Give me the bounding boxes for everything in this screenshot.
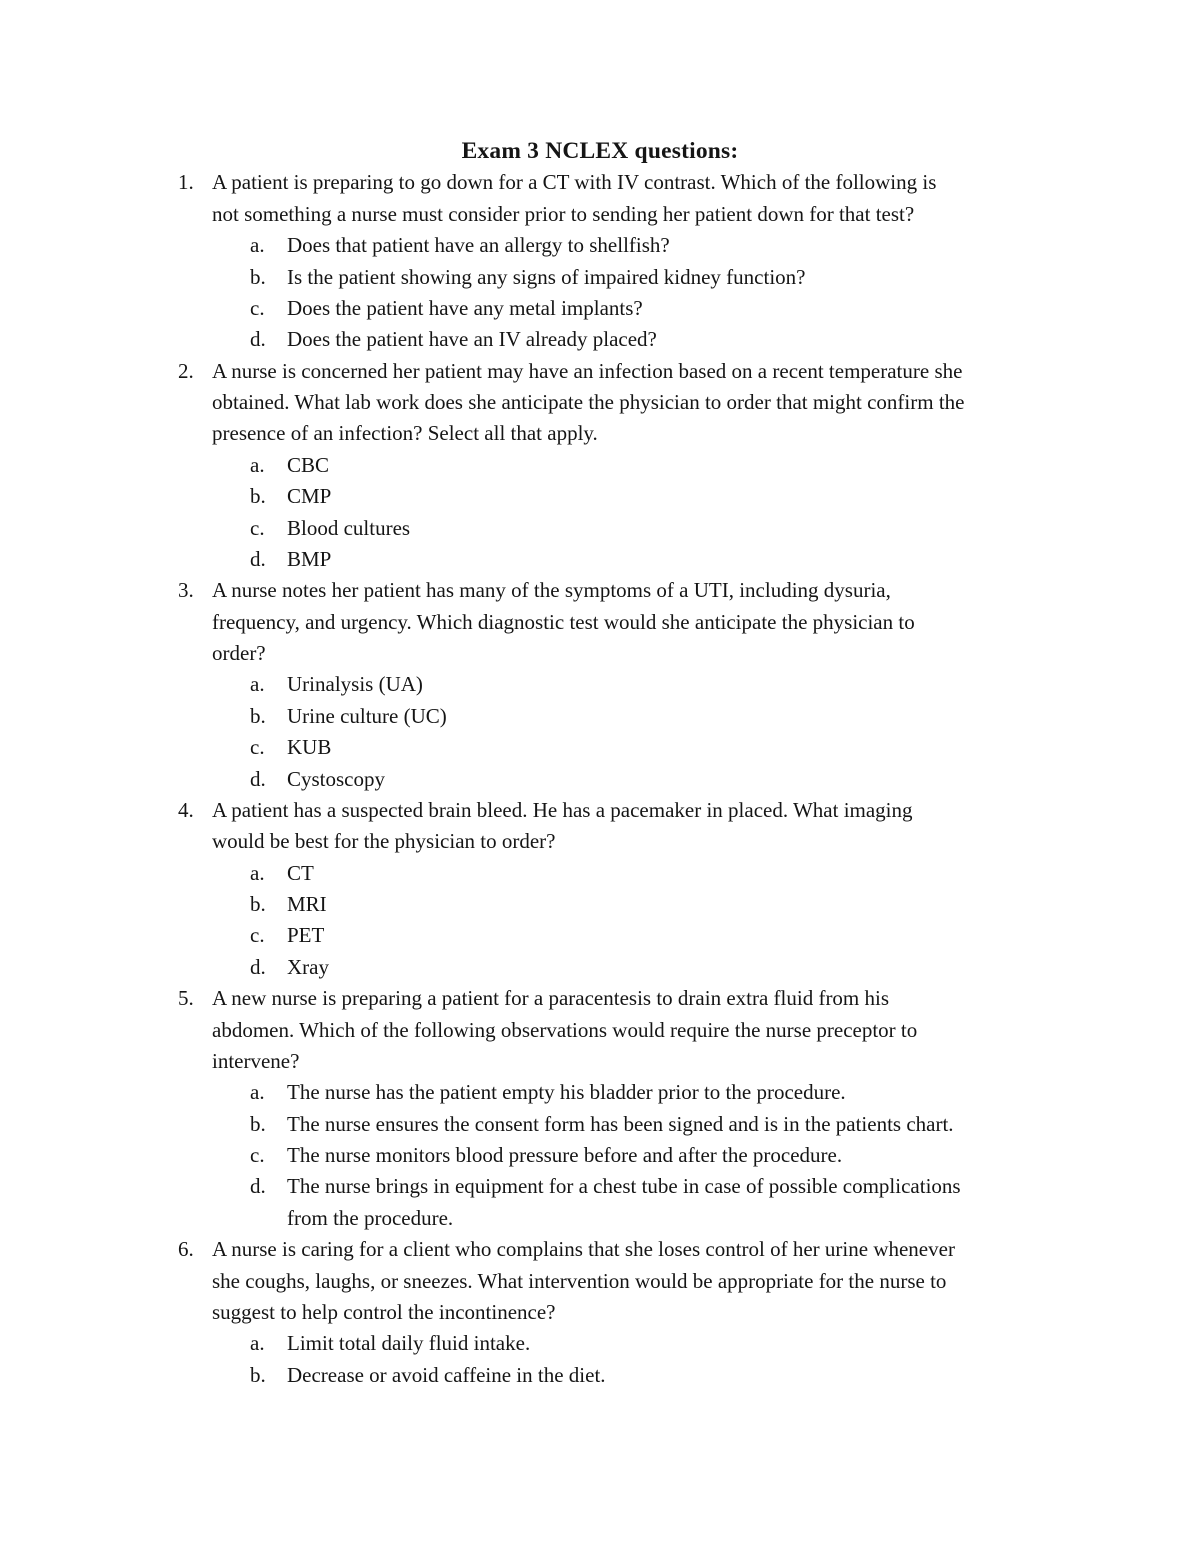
- option-item: [212, 858, 1059, 889]
- options-list: [212, 230, 1059, 356]
- option-letter: d.: [250, 766, 266, 791]
- option-letter: c.: [250, 295, 265, 320]
- question-line: abdomen. Which of the following observations would require the nurse preceptor to: [212, 1017, 918, 1042]
- option-line: Limit total daily fluid intake.: [287, 1331, 531, 1356]
- option-letter: d.: [250, 954, 266, 979]
- option-line: Decrease or avoid caffeine in the diet.: [287, 1362, 606, 1387]
- options-list: [212, 858, 1059, 984]
- options-list: [212, 1328, 1059, 1391]
- option-line: CBC: [287, 452, 330, 477]
- option-letter: c.: [250, 1143, 265, 1167]
- option-text: [287, 230, 1059, 261]
- option-line: The nurse brings in equipment for a chest tube in case of possible complications: [287, 1174, 961, 1199]
- option-text: [287, 1360, 1059, 1391]
- option-line: Xray: [287, 954, 329, 979]
- page-title: Exam 3 NCLEX questions:: [461, 138, 739, 164]
- question-line: A nurse notes her patient has many of the symptoms of a UTI, including dysuria,: [212, 578, 891, 603]
- option-item: [212, 1328, 1059, 1359]
- option-item: [212, 1171, 1059, 1234]
- option-letter: b.: [250, 484, 266, 509]
- questions-list: [141, 167, 1059, 1391]
- option-text: [287, 262, 1059, 293]
- option-line: The nurse monitors blood pressure before and after the procedure.: [287, 1143, 843, 1167]
- option-letter: b.: [250, 1111, 266, 1136]
- option-line: The nurse has the patient empty his bladder prior to the procedure.: [287, 1080, 846, 1105]
- options-list: [212, 1077, 1059, 1234]
- option-letter: a.: [250, 1331, 265, 1356]
- option-item: [212, 1109, 1059, 1140]
- question-number: 1.: [178, 170, 194, 195]
- question-item: [141, 356, 1059, 576]
- option-letter: c.: [250, 923, 265, 948]
- option-letter: b.: [250, 703, 266, 728]
- option-text: [287, 1171, 1059, 1234]
- question-item: [141, 1234, 1059, 1391]
- option-letter: a.: [250, 1080, 265, 1105]
- option-item: [212, 732, 1059, 763]
- option-letter: d.: [250, 546, 266, 571]
- option-item: [212, 669, 1059, 700]
- option-text: [287, 732, 1059, 763]
- option-item: [212, 262, 1059, 293]
- option-line: CMP: [287, 484, 332, 509]
- option-text: [287, 1109, 1059, 1140]
- option-line: Is the patient showing any signs of impaired kidney function?: [287, 264, 806, 289]
- question-line: A patient is preparing to go down for a CT with IV contrast. Which of the following is: [212, 170, 937, 195]
- question-number: 2.: [178, 358, 194, 383]
- question-line: frequency, and urgency. Which diagnostic test would she anticipate the physician to: [212, 609, 915, 634]
- question-text: [212, 167, 1059, 230]
- option-text: [287, 889, 1059, 920]
- question-number: 4.: [178, 797, 194, 822]
- option-text: [287, 1328, 1059, 1359]
- option-text: [287, 293, 1059, 324]
- option-line: Does the patient have any metal implants?: [287, 295, 643, 320]
- option-text: [287, 481, 1059, 512]
- option-text: [287, 544, 1059, 575]
- option-text: [287, 952, 1059, 983]
- option-item: [212, 293, 1059, 324]
- option-item: [212, 450, 1059, 481]
- option-letter: b.: [250, 264, 266, 289]
- question-line: intervene?: [212, 1048, 300, 1073]
- option-letter: d.: [250, 327, 266, 352]
- options-list: [212, 669, 1059, 795]
- option-line: MRI: [287, 892, 327, 916]
- option-line: Blood cultures: [287, 515, 411, 540]
- option-item: [212, 764, 1059, 795]
- question-line: obtained. What lab work does she anticipate the physician to order that might confirm the: [212, 390, 965, 414]
- option-text: [287, 450, 1059, 481]
- option-text: [287, 701, 1059, 732]
- options-list: [212, 450, 1059, 576]
- option-line: Urinalysis (UA): [287, 672, 423, 697]
- option-line: from the procedure.: [287, 1205, 454, 1230]
- option-line: KUB: [287, 735, 332, 760]
- option-item: [212, 513, 1059, 544]
- option-item: [212, 952, 1059, 983]
- option-line: Does that patient have an allergy to shellfish?: [287, 233, 670, 258]
- option-letter: b.: [250, 892, 266, 916]
- question-text: [212, 575, 1059, 669]
- option-line: Does the patient have an IV already placed?: [287, 327, 657, 352]
- option-item: [212, 230, 1059, 261]
- option-item: [212, 920, 1059, 951]
- option-letter: a.: [250, 233, 265, 258]
- option-text: [287, 920, 1059, 951]
- question-number: 5.: [178, 986, 194, 1011]
- option-item: [212, 324, 1059, 355]
- question-line: A nurse is concerned her patient may have an infection based on a recent temperature she: [212, 358, 963, 383]
- option-line: Urine culture (UC): [287, 703, 447, 728]
- question-line: suggest to help control the incontinence?: [212, 1299, 556, 1324]
- option-text: [287, 1077, 1059, 1108]
- option-item: [212, 889, 1059, 920]
- option-text: [287, 513, 1059, 544]
- option-text: [287, 324, 1059, 355]
- option-letter: c.: [250, 735, 265, 760]
- option-letter: a.: [250, 672, 265, 697]
- question-number: 3.: [178, 578, 194, 603]
- option-item: [212, 1360, 1059, 1391]
- option-line: PET: [287, 923, 325, 948]
- option-line: CT: [287, 860, 314, 885]
- option-text: [287, 858, 1059, 889]
- question-item: [141, 795, 1059, 983]
- question-number: 6.: [178, 1237, 194, 1262]
- option-item: [212, 1140, 1059, 1171]
- question-line: order?: [212, 641, 266, 665]
- option-item: [212, 1077, 1059, 1108]
- question-line: A nurse is caring for a client who complains that she loses control of her urine whenever: [212, 1237, 955, 1262]
- question-line: A new nurse is preparing a patient for a paracentesis to drain extra fluid from his: [212, 986, 890, 1011]
- question-item: [141, 167, 1059, 355]
- question-line: A patient has a suspected brain bleed. He has a pacemaker in placed. What imaging: [212, 797, 913, 822]
- question-text: [212, 983, 1059, 1077]
- option-item: [212, 701, 1059, 732]
- question-line: presence of an infection? Select all that apply.: [212, 421, 598, 446]
- option-letter: b.: [250, 1362, 266, 1387]
- question-item: [141, 575, 1059, 795]
- option-letter: a.: [250, 452, 265, 477]
- option-line: The nurse ensures the consent form has been signed and is in the patients chart.: [287, 1111, 954, 1136]
- question-item: [141, 983, 1059, 1234]
- question-text: [212, 356, 1059, 450]
- question-line: not something a nurse must consider prior to sending her patient down for that test?: [212, 201, 915, 226]
- question-line: would be best for the physician to order?: [212, 829, 556, 854]
- option-letter: a.: [250, 860, 265, 885]
- option-letter: d.: [250, 1174, 266, 1199]
- option-text: [287, 764, 1059, 795]
- option-item: [212, 544, 1059, 575]
- question-line: she coughs, laughs, or sneezes. What intervention would be appropriate for the nurse to: [212, 1268, 947, 1293]
- option-line: Cystoscopy: [287, 766, 386, 791]
- question-text: [212, 1234, 1059, 1328]
- option-line: BMP: [287, 546, 332, 571]
- option-item: [212, 481, 1059, 512]
- question-text: [212, 795, 1059, 858]
- option-text: [287, 669, 1059, 700]
- option-text: [287, 1140, 1059, 1171]
- option-letter: c.: [250, 515, 265, 540]
